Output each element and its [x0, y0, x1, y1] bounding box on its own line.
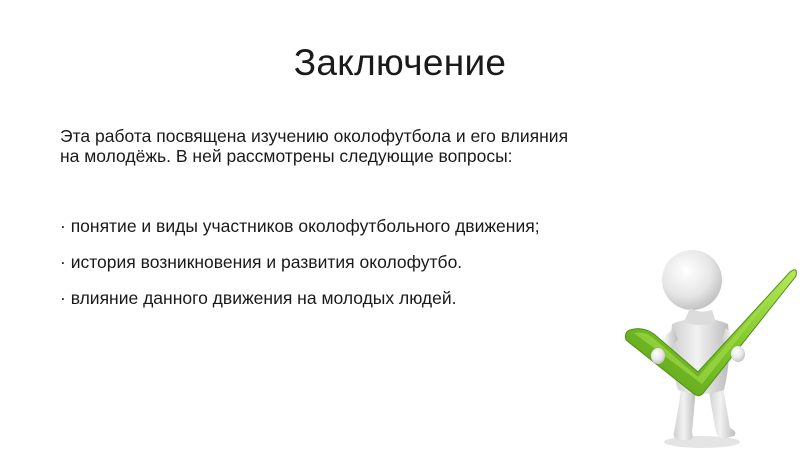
- figure-head: [662, 250, 722, 310]
- list-item: · история возникновения и развития околофутбо.: [60, 252, 463, 272]
- slide-title: Заключение: [293, 42, 507, 83]
- intro-text: [60, 126, 760, 166]
- person-with-checkmark-illustration: [620, 232, 800, 450]
- intro-line-2: на молодёжь. В ней рассмотрены следующие вопросы:: [60, 146, 513, 166]
- figure-hand-left: [651, 348, 665, 364]
- list-item: · влияние данного движения на молодых людей.: [60, 288, 457, 308]
- figure-neck: [684, 308, 716, 325]
- intro-line-1: Эта работа посвящена изучению околофутбола и его влияния: [60, 126, 569, 146]
- conclusion-list: [60, 216, 700, 324]
- figure-hand-right: [731, 346, 745, 362]
- list-item: · понятие и виды участников околофутбольного движения;: [60, 216, 540, 236]
